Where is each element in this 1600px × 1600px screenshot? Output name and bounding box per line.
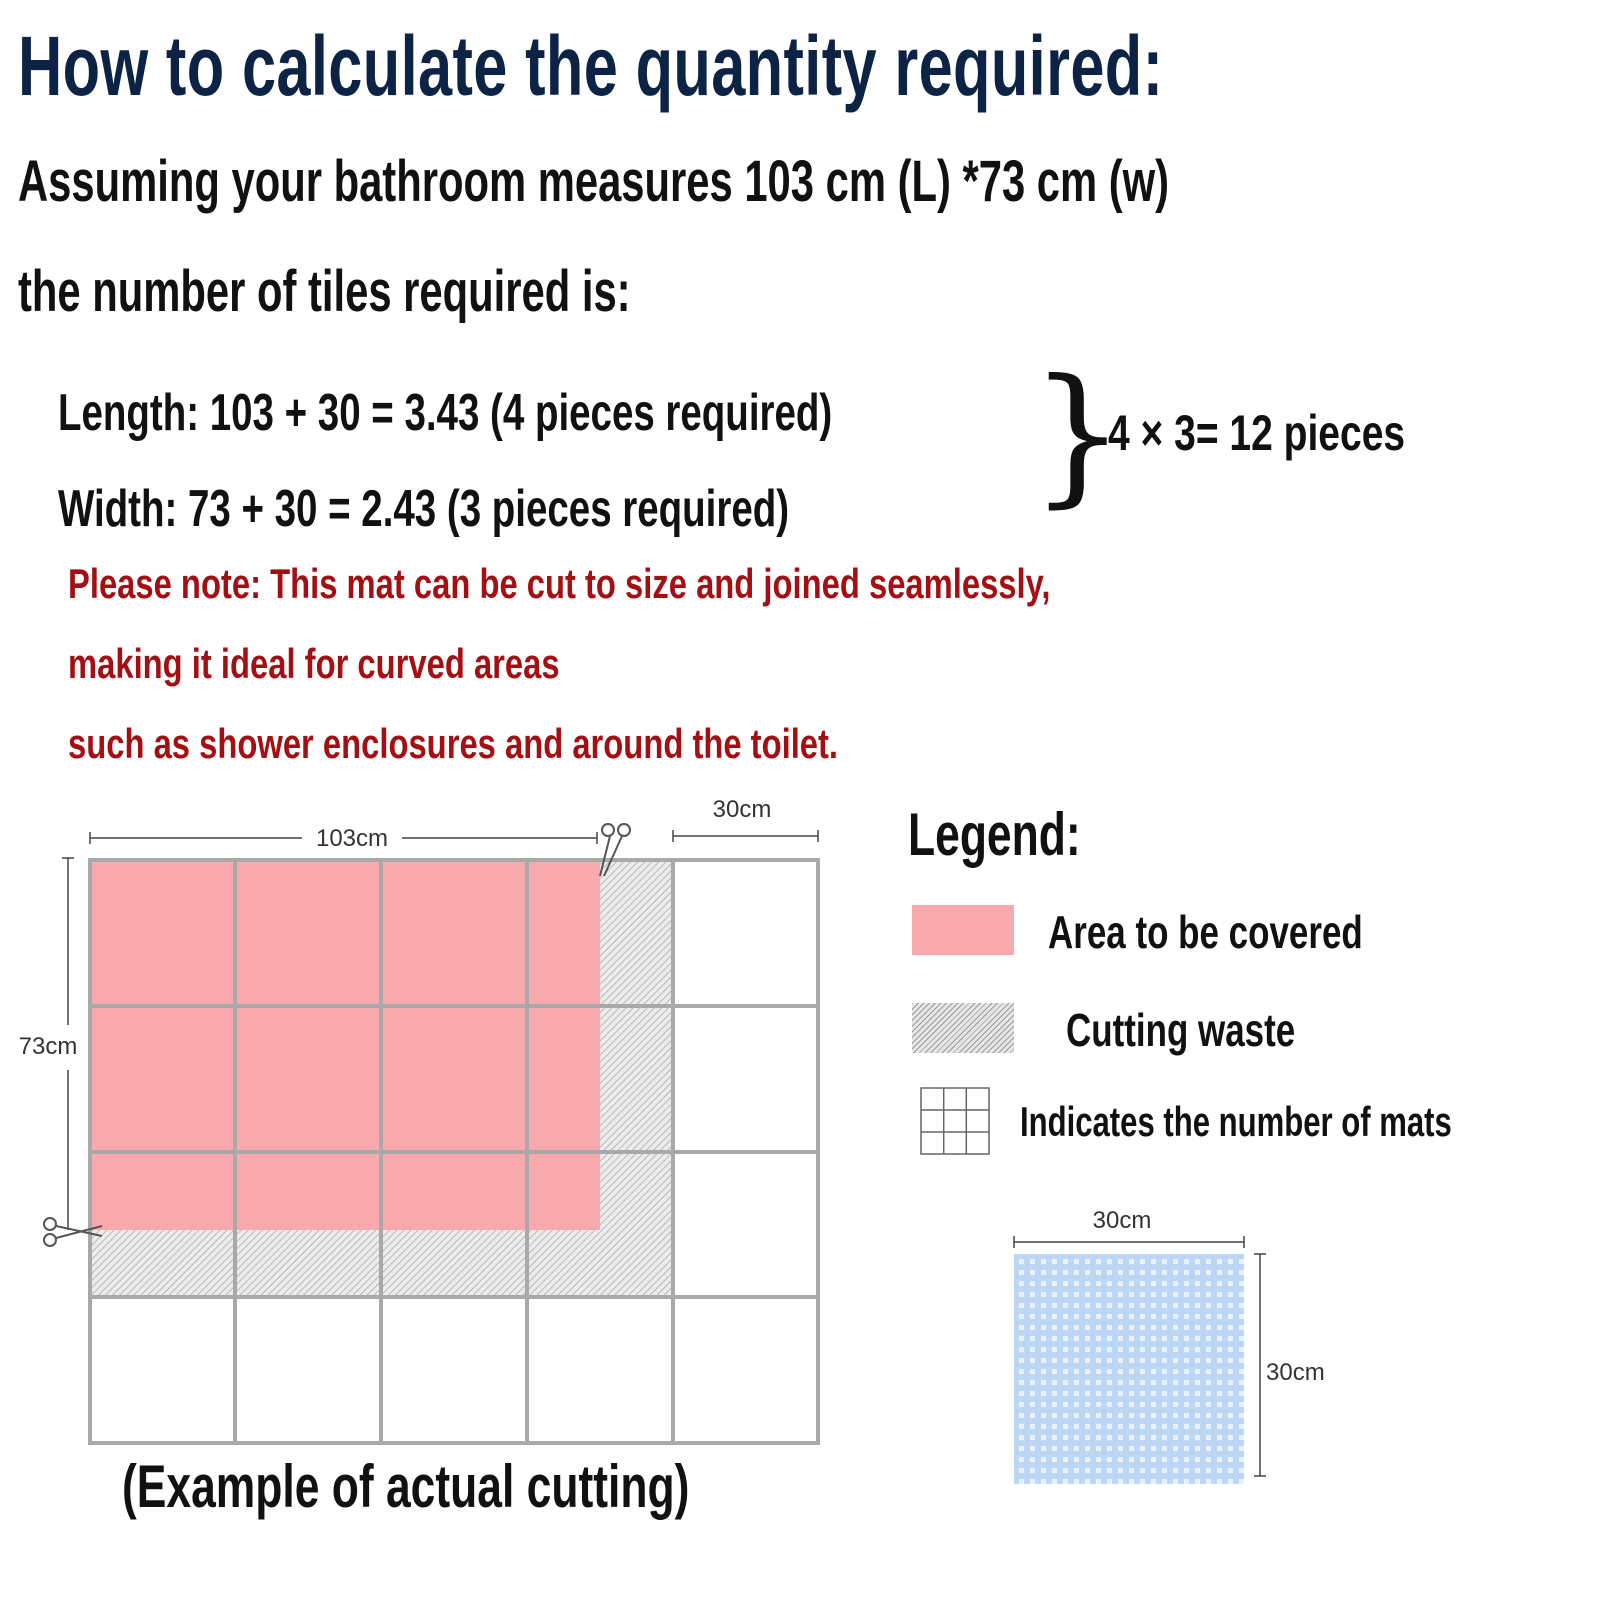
tile-size-label: 30cm xyxy=(712,796,772,823)
tile-diagram xyxy=(990,1190,1370,1530)
tile-mat xyxy=(1014,1254,1244,1484)
intro-line-1: Assuming your bathroom measures 103 cm (L) *73 cm (w) xyxy=(18,149,1170,214)
tile-height-dimension xyxy=(1254,1254,1266,1476)
waste-swatch xyxy=(912,1003,1014,1053)
grid-swatch-icon xyxy=(920,1087,990,1155)
total-pieces: 4 × 3= 12 pieces xyxy=(1108,405,1406,461)
tile-width-label: 30cm xyxy=(1092,1207,1152,1234)
note-line-3: such as shower enclosures and around the toilet. xyxy=(68,720,839,767)
waste-label: Cutting waste xyxy=(1066,1004,1296,1056)
brace-symbol: } xyxy=(1030,348,1126,522)
length-calculation: Length: 103 + 30 = 3.43 (4 pieces required) xyxy=(58,384,833,442)
covered-swatch xyxy=(912,905,1014,955)
covered-label: Area to be covered xyxy=(1048,906,1363,958)
tile-size-dimension xyxy=(673,830,818,842)
tile-width-dimension xyxy=(1014,1236,1244,1248)
width-calculation: Width: 73 + 30 = 2.43 (3 pieces required) xyxy=(58,480,790,538)
width-label: 73cm xyxy=(18,1033,78,1060)
diagram-caption: (Example of actual cutting) xyxy=(122,1453,690,1520)
tile-height-label: 30cm xyxy=(1266,1359,1325,1386)
note-line-2: making it ideal for curved areas xyxy=(68,640,560,687)
cutting-diagram xyxy=(0,790,860,1450)
length-label: 103cm xyxy=(315,825,389,852)
intro-line-2: the number of tiles required is: xyxy=(18,259,631,324)
covered-area xyxy=(90,860,600,1230)
legend-title: Legend: xyxy=(908,801,1081,868)
waste-area-right xyxy=(600,860,673,1295)
grid-label: Indicates the number of mats xyxy=(1020,1098,1452,1145)
note-line-1: Please note: This mat can be cut to size and joined seamlessly, xyxy=(68,560,1051,607)
page-title: How to calculate the quantity required: xyxy=(18,19,1164,113)
